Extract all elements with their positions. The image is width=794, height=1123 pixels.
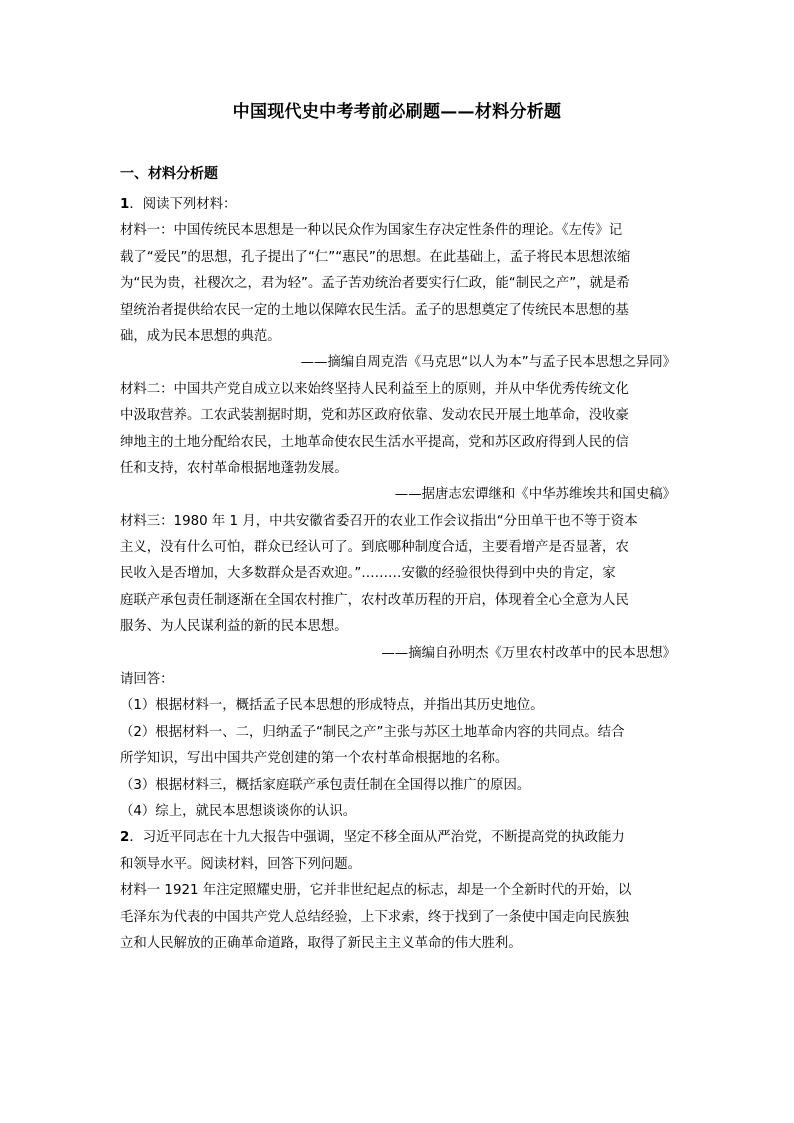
question-2-intro: 2．习近平同志在十九大报告中强调，坚定不移全面从严治党，不断提高党的执政能力 [120,830,625,846]
answer-prompt: 请回答： [120,672,174,688]
text-line: 础，成为民本思想的典范。 [120,328,281,344]
material-1 [120,218,676,350]
text-line: 民收入是否增加，大多数群众是否欢迎。”………安徽的经验很快得到中央的肯定，家 [120,566,616,582]
sub-question: （2）根据材料一、二，归纳孟子“制民之产”主张与苏区土地革命内容的共同点。结合 [120,724,625,740]
section-heading: 一、材料分析题 [120,166,218,182]
sub-question: 所学知识，写出中国共产党创建的第一个农村革命根据地的名称。 [120,751,509,767]
text-line: 主义，没有什么可怕，群众已经认可了。到底哪种制度合适，主要看增产是否显著，农 [120,540,629,556]
material-2-source: ——据唐志宏谭继和《中华苏维埃共和国史稿》 [394,487,676,503]
material-1-source: ——摘编自周克浩《马克思“以人为本”与孟子民本思想之异同》 [300,355,676,371]
text-line: 为“民为贵，社稷次之，君为轻”。孟子苦劝统治者要实行仁政，能“制民之产”，就是希 [120,276,630,292]
text-line: 服务、为人民谋利益的新的民本思想。 [120,619,348,635]
material-3-source: ——摘编自孙明杰《万里农村改革中的民本思想》 [381,645,676,661]
text-line: 绅地主的土地分配给农民，土地革命使农民生活水平提高，党和苏区政府得到人民的信 [120,434,629,450]
text-line: 立和人民解放的正确革命道路，取得了新民主主义革命的伟大胜利。 [120,935,522,951]
sub-question: （4）综上，就民本思想谈谈你的认识。 [120,803,357,819]
document-title: 中国现代史中考考前必刷题——材料分析题 [232,102,562,122]
sub-question: （3）根据材料三，概括家庭联产承包责任制在全国得以推广的原因。 [120,777,531,793]
text-line: 材料一 1921 年注定照耀史册，它并非世纪起点的标志，却是一个全新时代的开始，以 [120,883,632,899]
text-line: 毛泽东为代表的中国共产党人总结经验，上下求索，终于找到了一条使中国走向民族独 [120,909,629,925]
material-2 [120,377,676,483]
text-line: 材料三：1980 年 1 月，中共安徽省委召开的农业工作会议指出“分田单干也不等于资本 [120,513,638,529]
document-body [120,192,676,957]
text-line: 望统治者提供给农民一定的土地以保障农民生活。孟子的思想奠定了传统民本思想的基 [120,302,629,318]
sub-question: （1）根据材料一，概括孟子民本思想的形成特点，并指出其历史地位。 [120,698,544,714]
text-line: 材料一：中国传统民本思想是一种以民众作为国家生存决定性条件的理论。《左传》记 [120,223,623,239]
sub-questions [120,693,676,825]
question-number: 2 [120,830,130,846]
text-line: 任和支持，农村革命根据地蓬勃发展。 [120,460,348,476]
text-line: 庭联产承包责任制逐渐在全国农村推广，农村改革历程的开启，体现着全心全意为人民 [120,592,629,608]
text-line: 材料二：中国共产党自成立以来始终坚持人民利益至上的原则，并从中华优秀传统文化 [120,381,629,397]
text-line: 载了“爱民”的思想，孔子提出了“仁”“惠民”的思想。在此基础上，孟子将民本思想浓缩 [120,249,631,265]
text-line: 和领导水平。阅读材料，回答下列问题。 [120,856,362,872]
material-3 [120,509,676,641]
question-number: 1 [120,197,130,212]
question-1-intro: 1．阅读下列材料： [120,197,237,212]
text-line: 中汲取营养。工农武装割据时期，党和苏区政府依靠、发动农民开展土地革命，没收豪 [120,408,629,424]
